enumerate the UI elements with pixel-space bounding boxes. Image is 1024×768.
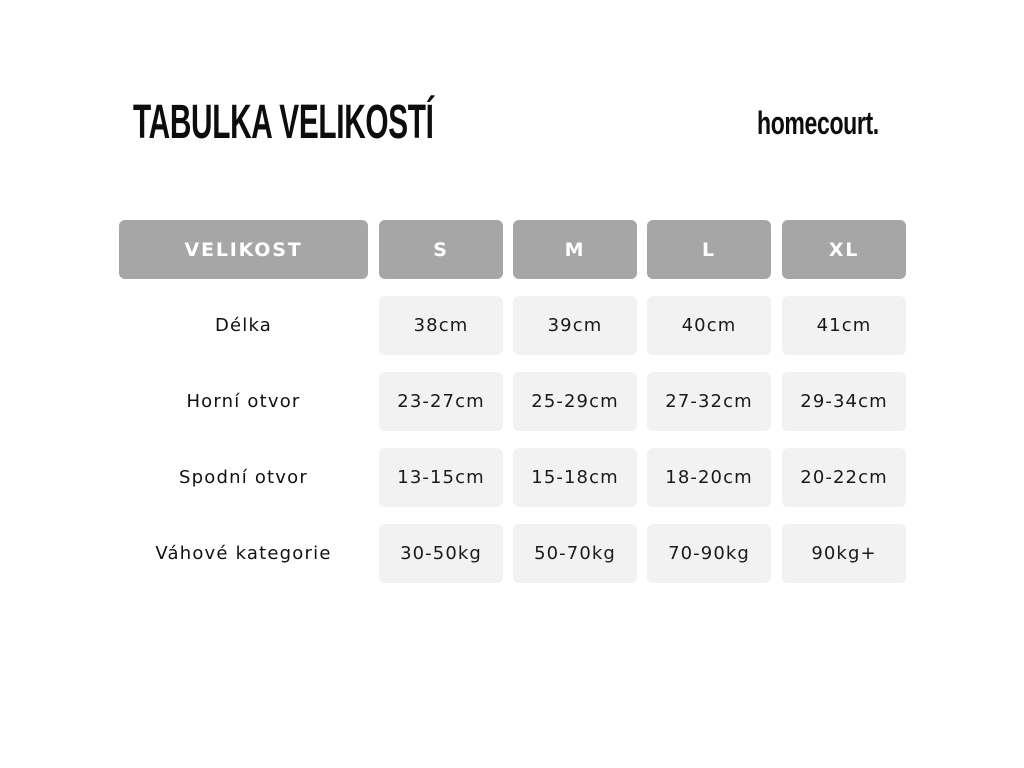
table-cell: 13-15cm [379, 448, 503, 507]
brand-logo: homecourt. [757, 105, 879, 141]
table-cell: 25-29cm [513, 372, 637, 431]
header-cell-m: M [513, 220, 637, 279]
table-cell: 90kg+ [782, 524, 906, 583]
row-label-weight-category: Váhové kategorie [155, 543, 332, 564]
table-cell: 50-70kg [513, 524, 637, 583]
header-cell-s: S [379, 220, 503, 279]
table-cell: 41cm [782, 296, 906, 355]
table-cell: 30-50kg [379, 524, 503, 583]
table-cell: 23-27cm [379, 372, 503, 431]
row-label-bottom-opening: Spodní otvor [179, 467, 308, 488]
table-cell: 20-22cm [782, 448, 906, 507]
table-cell: 39cm [513, 296, 637, 355]
row-label-top-opening: Horní otvor [186, 391, 301, 412]
table-cell: 15-18cm [513, 448, 637, 507]
table-cell: 27-32cm [647, 372, 771, 431]
table-cell: 38cm [379, 296, 503, 355]
page-title: TABULKA VELIKOSTÍ [133, 96, 434, 149]
table-cell: 18-20cm [647, 448, 771, 507]
table-cell: 70-90kg [647, 524, 771, 583]
table-cell: 40cm [647, 296, 771, 355]
header-cell-size: VELIKOST [119, 220, 368, 279]
row-label-length: Délka [214, 315, 273, 336]
table-cell: 29-34cm [782, 372, 906, 431]
header-cell-l: L [647, 220, 771, 279]
header-cell-xl: XL [782, 220, 906, 279]
